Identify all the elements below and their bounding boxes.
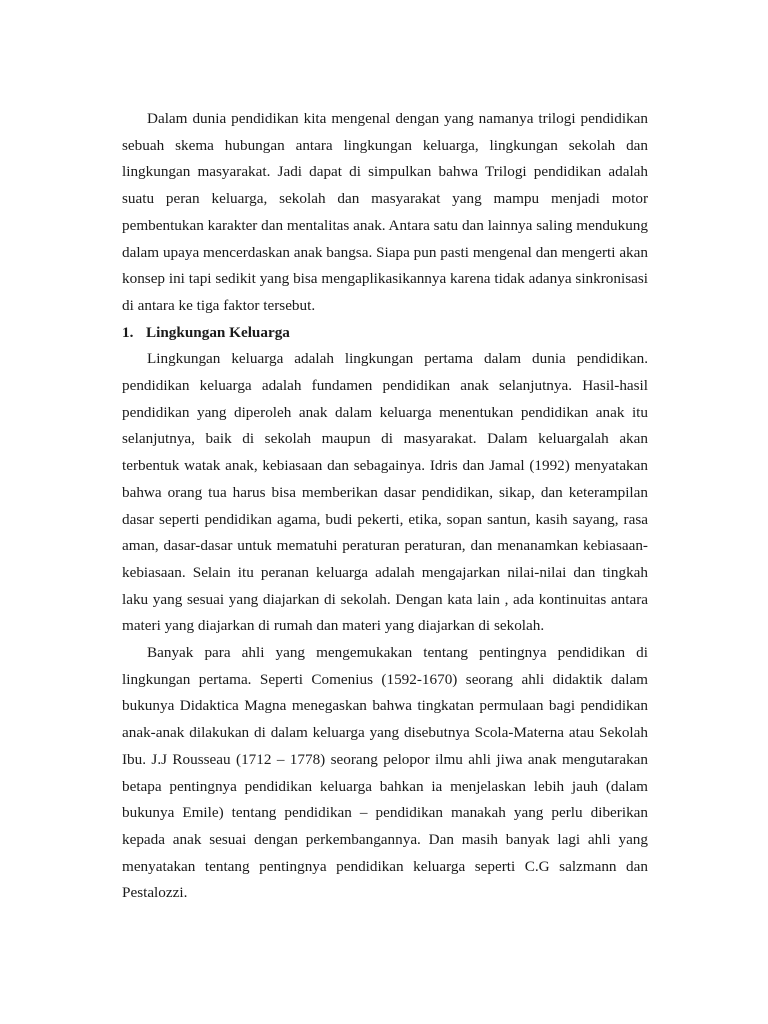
section-paragraph-2: Banyak para ahli yang mengemukakan tentang pentingnya pendidikan di lingkungan pertama. Seperti Comenius (1592-1670) seorang ahli didaktik dalam bukunya Didaktica Magna menegaskan bahwa tingkatan permulaan bagi pendidikan anak-anak dilakukan di dalam keluarga yang disebutnya Scola-Materna atau Sekolah Ibu. J.J Rousseau (1712 – 1778) seorang pelopor ilmu ahli jiwa anak mengutarakan betapa pentingnya pendidikan keluarga bahkan ia menjelaskan lebih jauh (dalam bukunya Emile) tentang pendidikan – pendidikan manakah yang perlu diberikan kepada anak sesuai dengan perkembangannya. Dan masih banyak lagi ahli yang menyatakan tentang pentingnya pendidikan keluarga seperti C.G salzmann dan Pestalozzi. — [122, 644, 648, 902]
intro-paragraph: Dalam dunia pendidikan kita mengenal dengan yang namanya trilogi pendidikan sebuah skema hubungan antara lingkungan keluarga, lingkungan sekolah dan lingkungan masyarakat. Jadi dapat di simpulkan bahwa Trilogi pendidikan adalah suatu peran keluarga, sekolah dan masyarakat yang mampu menjadi motor pembentukan karakter dan mentalitas anak. Antara satu dan lainnya saling mendukung dalam upaya mencerdaskan anak bangsa. Siapa pun pasti mengenal dan mengerti akan konsep ini tapi sedikit yang bisa mengaplikasikannya karena tidak adanya sinkronisasi di antara ke tiga faktor tersebut. — [122, 110, 648, 314]
section-heading — [122, 320, 648, 347]
document-page — [122, 106, 648, 907]
section-title: Lingkungan Keluarga — [146, 323, 290, 341]
section-number: 1. — [122, 323, 134, 341]
section-paragraph-1: Lingkungan keluarga adalah lingkungan pertama dalam dunia pendidikan. pendidikan keluarga adalah fundamen pendidikan anak selanjutnya. Hasil-hasil pendidikan yang diperoleh anak dalam keluarga menentukan pendidikan anak itu selanjutnya, baik di sekolah maupun di masyarakat. Dalam keluargalah akan terbentuk watak anak, kebiasaan dan sebagainya. Idris dan Jamal (1992) menyatakan bahwa orang tua harus bisa memberikan dasar pendidikan, sikap, dan keterampilan dasar seperti pendidikan agama, budi pekerti, etika, sopan santun, kasih sayang, rasa aman, dasar-dasar untuk mematuhi peraturan peraturan, dan menanamkan kebiasaan-kebiasaan. Selain itu peranan keluarga adalah mengajarkan nilai-nilai dan tingkah laku yang sesuai yang diajarkan di sekolah. Dengan kata lain , ada kontinuitas antara materi yang diajarkan di rumah dan materi yang diajarkan di sekolah. — [122, 350, 648, 635]
